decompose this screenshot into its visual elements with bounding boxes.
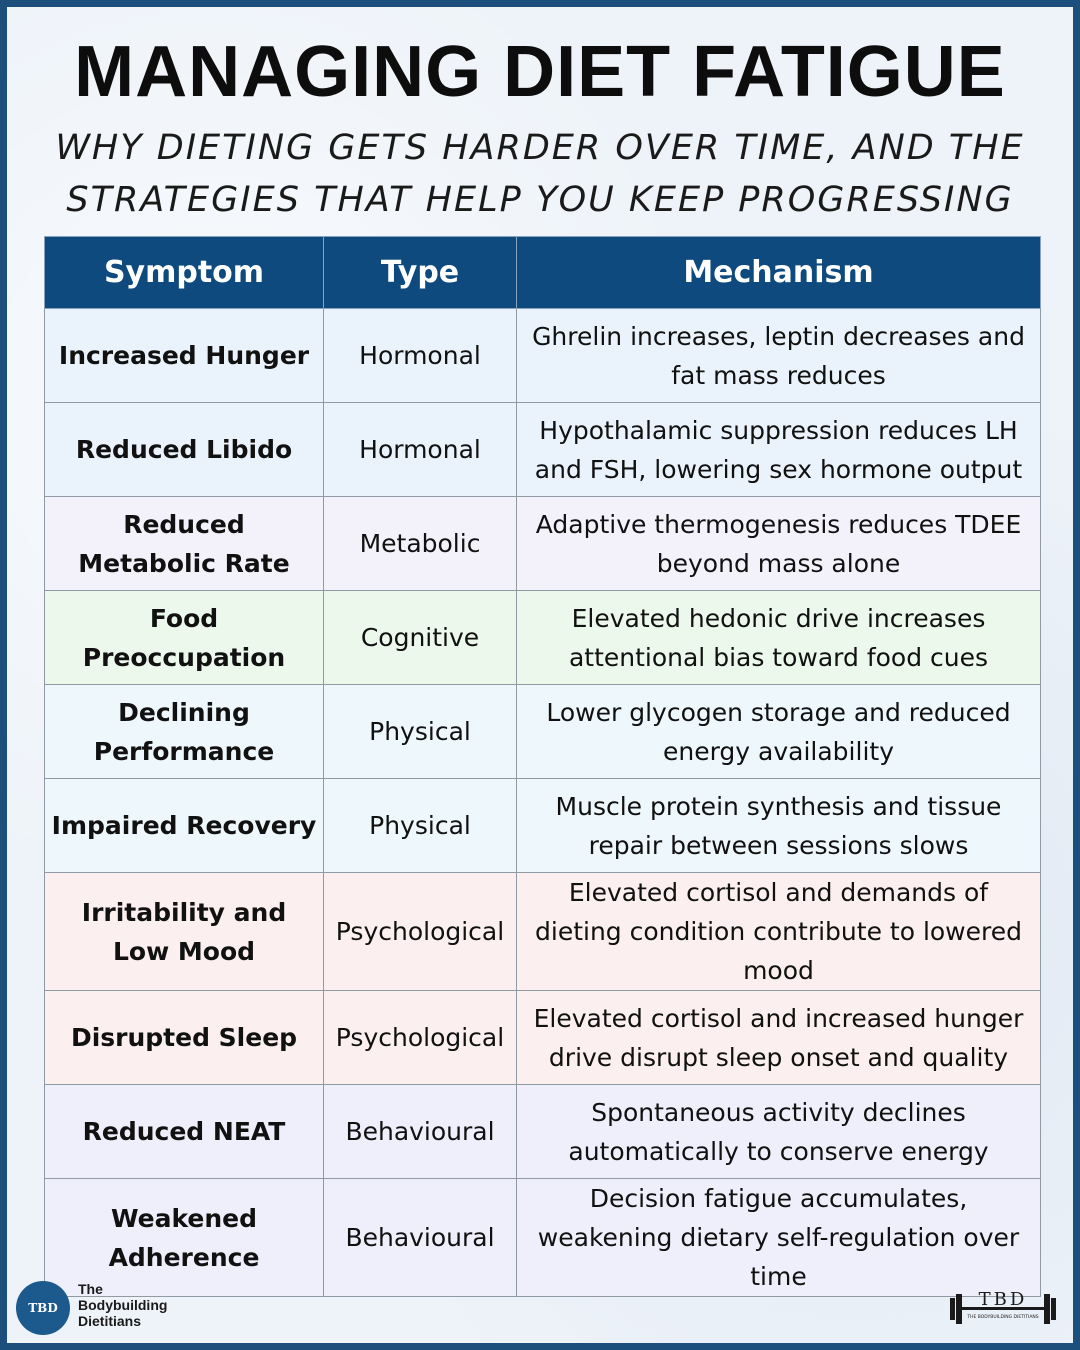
logo-badge-text: TBD <box>28 1301 58 1315</box>
symptom-cell: Food Preoccupation <box>45 591 324 685</box>
mechanism-cell: Spontaneous activity declines automatically to conserve energy <box>517 1085 1041 1179</box>
symptom-cell: Reduced Libido <box>45 403 324 497</box>
type-cell: Behavioural <box>324 1179 517 1297</box>
type-cell: Physical <box>324 779 517 873</box>
table-row <box>45 991 1041 1085</box>
mechanism-cell: Muscle protein synthesis and tissue repair between sessions slows <box>517 779 1041 873</box>
table-row <box>45 1085 1041 1179</box>
table-row <box>45 309 1041 403</box>
mechanism-cell: Elevated cortisol and demands of dieting condition contribute to lowered mood <box>517 873 1041 991</box>
table-header-row <box>45 237 1041 309</box>
type-cell: Behavioural <box>324 1085 517 1179</box>
page-subtitle <box>0 122 1080 226</box>
header-symptom: Symptom <box>45 237 324 309</box>
mechanism-cell: Elevated hedonic drive increases attentional bias toward food cues <box>517 591 1041 685</box>
diet-fatigue-table <box>44 236 1041 1297</box>
logo-right-tagline: THE BODYBUILDING DIETITIANS <box>967 1315 1039 1320</box>
type-cell: Hormonal <box>324 403 517 497</box>
brand-name-line: Bodybuilding <box>78 1297 168 1313</box>
type-cell: Psychological <box>324 991 517 1085</box>
table-row <box>45 403 1041 497</box>
mechanism-cell: Elevated cortisol and increased hunger drive disrupt sleep onset and quality <box>517 991 1041 1085</box>
header-type: Type <box>324 237 517 309</box>
table-row <box>45 685 1041 779</box>
symptom-cell: Irritability and Low Mood <box>45 873 324 991</box>
brand-name <box>78 1281 188 1329</box>
table-row <box>45 497 1041 591</box>
brand-name-line: The <box>78 1281 103 1297</box>
brand-logo-left <box>16 1281 186 1335</box>
mechanism-cell: Decision fatigue accumulates, weakening dietary self-regulation over time <box>517 1179 1041 1297</box>
table-row <box>45 1179 1041 1297</box>
brand-name-line: Dietitians <box>78 1313 142 1329</box>
mechanism-cell: Hypothalamic suppression reduces LH and FSH, lowering sex hormone output <box>517 403 1041 497</box>
symptom-cell: Reduced NEAT <box>45 1085 324 1179</box>
type-cell: Cognitive <box>324 591 517 685</box>
type-cell: Metabolic <box>324 497 517 591</box>
subtitle-line-2: STRATEGIES THAT HELP YOU KEEP PROGRESSING <box>66 180 1014 220</box>
symptom-cell: Increased Hunger <box>45 309 324 403</box>
symptom-cell: Declining Performance <box>45 685 324 779</box>
table-row <box>45 779 1041 873</box>
symptom-cell: Weakened Adherence <box>45 1179 324 1297</box>
type-cell: Psychological <box>324 873 517 991</box>
mechanism-cell: Ghrelin increases, leptin decreases and fat mass reduces <box>517 309 1041 403</box>
mechanism-cell: Adaptive thermogenesis reduces TDEE beyond mass alone <box>517 497 1041 591</box>
header-mechanism: Mechanism <box>517 237 1041 309</box>
type-cell: Physical <box>324 685 517 779</box>
subtitle-line-1: WHY DIETING GETS HARDER OVER TIME, AND THE <box>55 128 1025 168</box>
logo-right-mark: TBD <box>978 1289 1028 1310</box>
logo-badge-icon <box>16 1281 70 1335</box>
mechanism-cell: Lower glycogen storage and reduced energy availability <box>517 685 1041 779</box>
page-title: MANAGING DIET FATIGUE <box>74 32 1006 112</box>
table-row <box>45 873 1041 991</box>
type-cell: Hormonal <box>324 309 517 403</box>
symptom-cell: Impaired Recovery <box>45 779 324 873</box>
table-row <box>45 591 1041 685</box>
symptom-cell: Disrupted Sleep <box>45 991 324 1085</box>
symptom-cell: Reduced Metabolic Rate <box>45 497 324 591</box>
barbell-logo-icon <box>946 1288 1060 1328</box>
